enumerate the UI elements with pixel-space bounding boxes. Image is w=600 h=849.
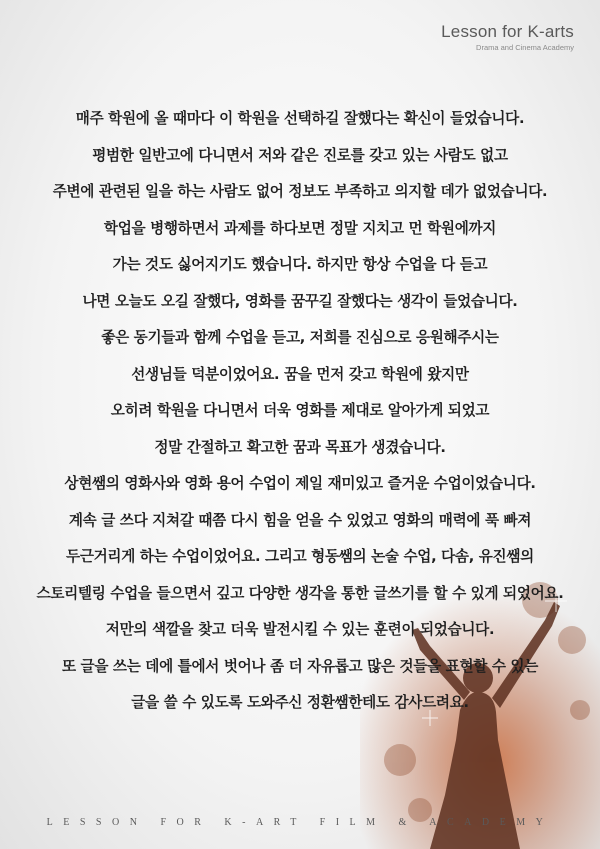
footer-text: LESSON FOR K-ART FILM & ACADEMY xyxy=(46,817,554,828)
text-line: 또 글을 쓰는 데에 틀에서 벗어나 좀 더 자유롭고 많은 것들을 표현할 수 있는 xyxy=(61,657,539,675)
text-line: 좋은 동기들과 함께 수업을 듣고, 저희를 진심으로 응원해주시는 xyxy=(101,329,499,346)
text-line: 계속 글 쓰다 지쳐갈 때쯤 다시 힘을 얻을 수 있었고 영화의 매력에 푹 빠져 xyxy=(68,511,532,529)
text-line: 스토리텔링 수업을 들으면서 깊고 다양한 생각을 통한 글쓰기를 할 수 있게 되었어요. xyxy=(36,584,564,602)
brand-subtitle: Drama and Cinema Academy xyxy=(476,43,574,52)
text-line: 저만의 색깔을 찾고 더욱 발전시킬 수 있는 훈련이 되었습니다. xyxy=(105,621,495,638)
text-line: 나면 오늘도 오길 잘했다, 영화를 꿈꾸길 잘했다는 생각이 들었습니다. xyxy=(82,292,518,310)
text-line: 정말 간절하고 확고한 꿈과 목표가 생겼습니다. xyxy=(154,438,446,456)
text-line: 오히려 학원을 다니면서 더욱 영화를 제대로 알아가게 되었고 xyxy=(110,402,490,419)
text-line: 매주 학원에 올 때마다 이 학원을 선택하길 잘했다는 확신이 들었습니다. xyxy=(75,110,525,127)
brand-title: Lesson for K-arts xyxy=(441,22,574,41)
text-line: 평범한 일반고에 다니면서 저와 같은 진로를 갖고 있는 사람도 없고 xyxy=(92,146,508,164)
text-line: 상현쌤의 영화사와 영화 용어 수업이 제일 재미있고 즐거운 수업이었습니다. xyxy=(64,475,536,492)
text-line: 가는 것도 싫어지기도 했습니다. 하지만 항상 수업을 다 듣고 xyxy=(112,256,488,273)
text-line: 학업을 병행하면서 과제를 하다보면 정말 지치고 먼 학원에까지 xyxy=(103,219,497,237)
text-line: 선생님들 덕분이었어요. 꿈을 먼저 갖고 학원에 왔지만 xyxy=(131,365,469,383)
text-line: 두근거리게 하는 수업이었어요. 그리고 형동쌤의 논술 수업, 다솜, 유진쌤의 xyxy=(66,548,534,565)
text-line: 주변에 관련된 일을 하는 사람도 없어 정보도 부족하고 의지할 데가 없었습니다. xyxy=(52,183,548,200)
testimonial-text xyxy=(0,101,600,722)
text-line: 글을 쓸 수 있도록 도와주신 정환쌤한테도 감사드려요. xyxy=(131,694,469,711)
brand-header xyxy=(441,22,574,52)
